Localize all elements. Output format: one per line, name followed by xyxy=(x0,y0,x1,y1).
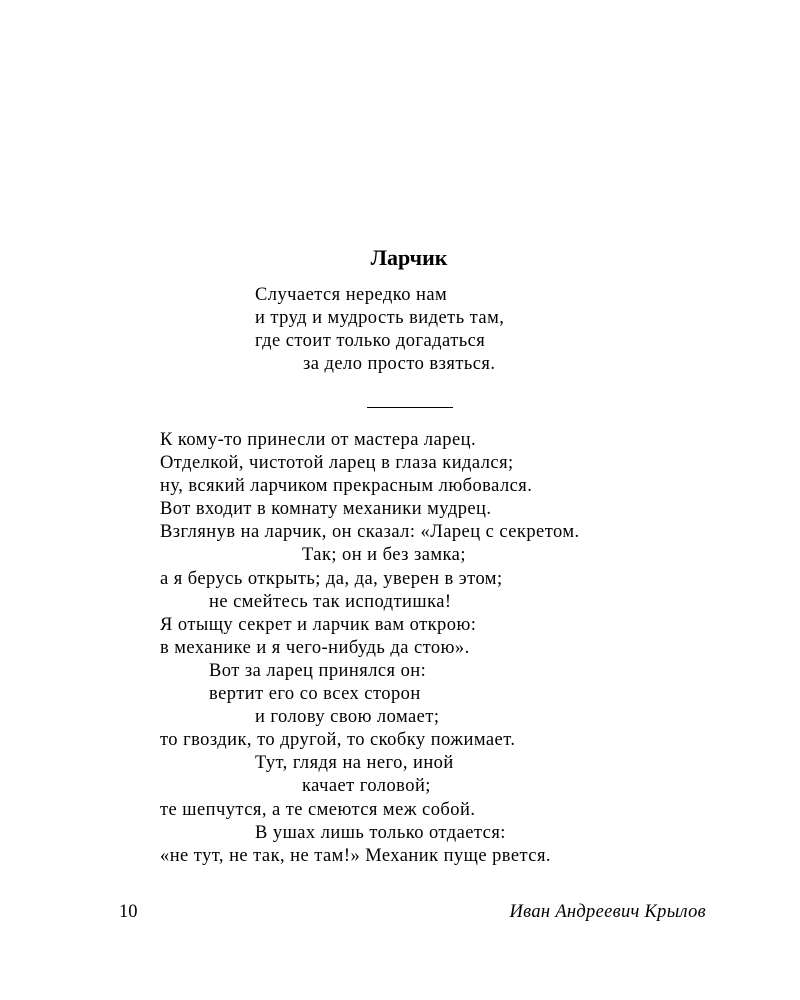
fable-line: и голову свою ломает; xyxy=(255,707,440,728)
fable-line: К кому-то принесли от мастера ларец. xyxy=(160,430,477,450)
epigraph xyxy=(255,284,504,376)
fable-line: в механике и я чего-нибудь да стою». xyxy=(160,637,470,658)
epigraph-line: и труд и мудрость видеть там, xyxy=(255,308,505,328)
fable-line: Взглянув на ларчик, он сказал: «Ларец с секретом. xyxy=(160,522,580,543)
page-number: 10 xyxy=(119,902,138,922)
fable-line: качает головой; xyxy=(302,776,431,797)
section-divider xyxy=(367,407,453,408)
page-title: Ларчик xyxy=(370,245,448,270)
fable-line: ну, всякий ларчиком прекрасным любовался. xyxy=(160,476,533,497)
epigraph-line: за дело просто взяться. xyxy=(303,354,496,374)
fable-line: Так; он и без замка; xyxy=(302,545,466,566)
fable-line: не смейтесь так исподтишка! xyxy=(209,591,452,612)
fable-line: Отделкой, чистотой ларец в глаза кидался; xyxy=(160,453,514,474)
epigraph-line: где стоит только догадаться xyxy=(255,331,486,351)
fable-text xyxy=(160,429,580,868)
fable-line: Вот за ларец принялся он: xyxy=(209,660,427,681)
epigraph-line: Случается нередко нам xyxy=(255,285,448,305)
fable-line: Я отыщу секрет и ларчик вам открою: xyxy=(160,614,477,635)
fable-line: а я берусь открыть; да, да, уверен в этом; xyxy=(160,568,503,589)
fable-line: В ушах лишь только отдается: xyxy=(255,822,506,843)
fable-line: то гвоздик, то другой, то скобку пожимает. xyxy=(160,730,516,751)
fable-line: Тут, глядя на него, иной xyxy=(255,753,454,774)
fable-line: вертит его со всех сторон xyxy=(209,684,421,705)
author-name: Иван Андреевич Крылов xyxy=(509,902,706,922)
fable-line: «не тут, не так, не там!» Механик пуще рвется. xyxy=(160,845,551,866)
fable-line: Вот входит в комнату механики мудрец. xyxy=(160,499,492,520)
fable-line: те шепчутся, а те смеются меж собой. xyxy=(160,799,476,820)
